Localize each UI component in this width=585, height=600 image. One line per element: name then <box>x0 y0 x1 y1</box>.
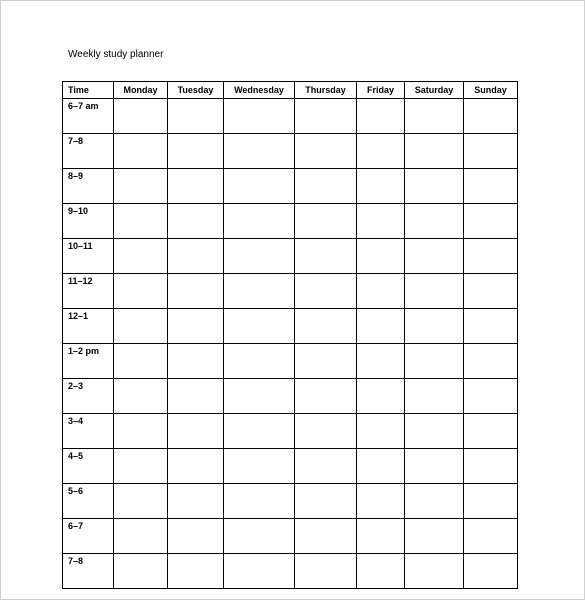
planner-cell[interactable] <box>464 414 518 449</box>
planner-cell[interactable] <box>114 414 168 449</box>
planner-cell[interactable] <box>405 379 464 414</box>
planner-cell[interactable] <box>114 484 168 519</box>
planner-cell[interactable] <box>464 554 518 589</box>
column-header-saturday: Saturday <box>405 82 464 99</box>
time-slot-label: 6–7 <box>63 519 114 554</box>
planner-cell[interactable] <box>405 239 464 274</box>
table-row <box>63 414 518 449</box>
planner-cell[interactable] <box>464 169 518 204</box>
table-row <box>63 274 518 309</box>
planner-cell[interactable] <box>168 274 224 309</box>
table-row <box>63 554 518 589</box>
planner-cell[interactable] <box>357 239 405 274</box>
table-row <box>63 169 518 204</box>
planner-cell[interactable] <box>405 134 464 169</box>
planner-cell[interactable] <box>114 169 168 204</box>
planner-cell[interactable] <box>224 274 295 309</box>
planner-cell[interactable] <box>295 204 357 239</box>
planner-cell[interactable] <box>114 309 168 344</box>
planner-cell[interactable] <box>295 99 357 134</box>
planner-cell[interactable] <box>224 239 295 274</box>
planner-cell[interactable] <box>405 204 464 239</box>
planner-cell[interactable] <box>224 519 295 554</box>
planner-cell[interactable] <box>357 274 405 309</box>
planner-cell[interactable] <box>357 169 405 204</box>
planner-cell[interactable] <box>405 519 464 554</box>
planner-cell[interactable] <box>405 99 464 134</box>
planner-cell[interactable] <box>357 309 405 344</box>
planner-cell[interactable] <box>224 309 295 344</box>
planner-cell[interactable] <box>464 309 518 344</box>
planner-cell[interactable] <box>357 134 405 169</box>
time-slot-label: 11–12 <box>63 274 114 309</box>
column-header-monday: Monday <box>114 82 168 99</box>
table-row <box>63 309 518 344</box>
table-row <box>63 239 518 274</box>
column-header-sunday: Sunday <box>464 82 518 99</box>
planner-cell[interactable] <box>295 414 357 449</box>
time-slot-label: 4–5 <box>63 449 114 484</box>
time-slot-label: 7–8 <box>63 134 114 169</box>
planner-cell[interactable] <box>464 134 518 169</box>
time-slot-label: 10–11 <box>63 239 114 274</box>
planner-cell[interactable] <box>464 484 518 519</box>
planner-cell[interactable] <box>168 309 224 344</box>
planner-cell[interactable] <box>224 99 295 134</box>
planner-cell[interactable] <box>464 379 518 414</box>
planner-cell[interactable] <box>357 99 405 134</box>
column-header-friday: Friday <box>357 82 405 99</box>
planner-cell[interactable] <box>357 379 405 414</box>
planner-cell[interactable] <box>464 519 518 554</box>
time-slot-label: 9–10 <box>63 204 114 239</box>
planner-cell[interactable] <box>295 554 357 589</box>
planner-cell[interactable] <box>224 554 295 589</box>
planner-cell[interactable] <box>357 344 405 379</box>
time-slot-label: 2–3 <box>63 379 114 414</box>
time-slot-label: 8–9 <box>63 169 114 204</box>
planner-cell[interactable] <box>464 274 518 309</box>
planner-cell[interactable] <box>224 414 295 449</box>
time-slot-label: 5–6 <box>63 484 114 519</box>
planner-cell[interactable] <box>114 554 168 589</box>
planner-cell[interactable] <box>224 484 295 519</box>
planner-cell[interactable] <box>168 554 224 589</box>
planner-cell[interactable] <box>224 204 295 239</box>
planner-cell[interactable] <box>405 484 464 519</box>
table-row <box>63 344 518 379</box>
planner-cell[interactable] <box>464 99 518 134</box>
time-slot-label: 7–8 <box>63 554 114 589</box>
planner-cell[interactable] <box>295 169 357 204</box>
planner-cell[interactable] <box>168 344 224 379</box>
planner-cell[interactable] <box>405 344 464 379</box>
planner-cell[interactable] <box>464 239 518 274</box>
planner-cell[interactable] <box>295 344 357 379</box>
planner-cell[interactable] <box>295 274 357 309</box>
planner-cell[interactable] <box>114 449 168 484</box>
planner-cell[interactable] <box>405 309 464 344</box>
planner-cell[interactable] <box>405 274 464 309</box>
planner-cell[interactable] <box>224 169 295 204</box>
planner-cell[interactable] <box>114 379 168 414</box>
planner-cell[interactable] <box>168 379 224 414</box>
planner-cell[interactable] <box>295 449 357 484</box>
planner-cell[interactable] <box>224 379 295 414</box>
planner-cell[interactable] <box>168 134 224 169</box>
column-header-time: Time <box>63 82 114 99</box>
table-row <box>63 379 518 414</box>
table-row <box>63 519 518 554</box>
column-header-wednesday: Wednesday <box>224 82 295 99</box>
planner-cell[interactable] <box>464 344 518 379</box>
weekly-planner-table <box>62 81 518 589</box>
planner-cell[interactable] <box>114 134 168 169</box>
planner-cell[interactable] <box>168 169 224 204</box>
table-row <box>63 449 518 484</box>
planner-cell[interactable] <box>295 134 357 169</box>
planner-cell[interactable] <box>114 239 168 274</box>
planner-body <box>63 99 518 589</box>
planner-cell[interactable] <box>357 449 405 484</box>
time-slot-label: 3–4 <box>63 414 114 449</box>
planner-cell[interactable] <box>357 414 405 449</box>
planner-cell[interactable] <box>168 239 224 274</box>
time-slot-label: 1–2 pm <box>63 344 114 379</box>
planner-cell[interactable] <box>295 484 357 519</box>
planner-cell[interactable] <box>168 519 224 554</box>
planner-cell[interactable] <box>405 414 464 449</box>
planner-cell[interactable] <box>114 274 168 309</box>
table-row <box>63 134 518 169</box>
planner-cell[interactable] <box>357 484 405 519</box>
planner-cell[interactable] <box>224 134 295 169</box>
planner-cell[interactable] <box>295 379 357 414</box>
table-row <box>63 99 518 134</box>
planner-cell[interactable] <box>295 309 357 344</box>
planner-cell[interactable] <box>168 449 224 484</box>
planner-cell[interactable] <box>357 204 405 239</box>
planner-title: Weekly study planner <box>68 49 164 60</box>
planner-cell[interactable] <box>168 484 224 519</box>
planner-cell[interactable] <box>168 99 224 134</box>
planner-cell[interactable] <box>114 99 168 134</box>
planner-cell[interactable] <box>295 239 357 274</box>
time-slot-label: 6–7 am <box>63 99 114 134</box>
planner-cell[interactable] <box>114 344 168 379</box>
planner-cell[interactable] <box>464 204 518 239</box>
planner-cell[interactable] <box>168 414 224 449</box>
planner-cell[interactable] <box>405 554 464 589</box>
planner-cell[interactable] <box>295 519 357 554</box>
planner-cell[interactable] <box>224 449 295 484</box>
table-row <box>63 484 518 519</box>
planner-cell[interactable] <box>357 554 405 589</box>
planner-cell[interactable] <box>224 344 295 379</box>
column-header-thursday: Thursday <box>295 82 357 99</box>
column-header-tuesday: Tuesday <box>168 82 224 99</box>
table-row <box>63 204 518 239</box>
planner-cell[interactable] <box>114 519 168 554</box>
planner-cell[interactable] <box>405 169 464 204</box>
planner-cell[interactable] <box>464 449 518 484</box>
time-slot-label: 12–1 <box>63 309 114 344</box>
planner-cell[interactable] <box>357 519 405 554</box>
planner-cell[interactable] <box>114 204 168 239</box>
planner-cell[interactable] <box>405 449 464 484</box>
planner-cell[interactable] <box>168 204 224 239</box>
header-row <box>63 82 518 99</box>
